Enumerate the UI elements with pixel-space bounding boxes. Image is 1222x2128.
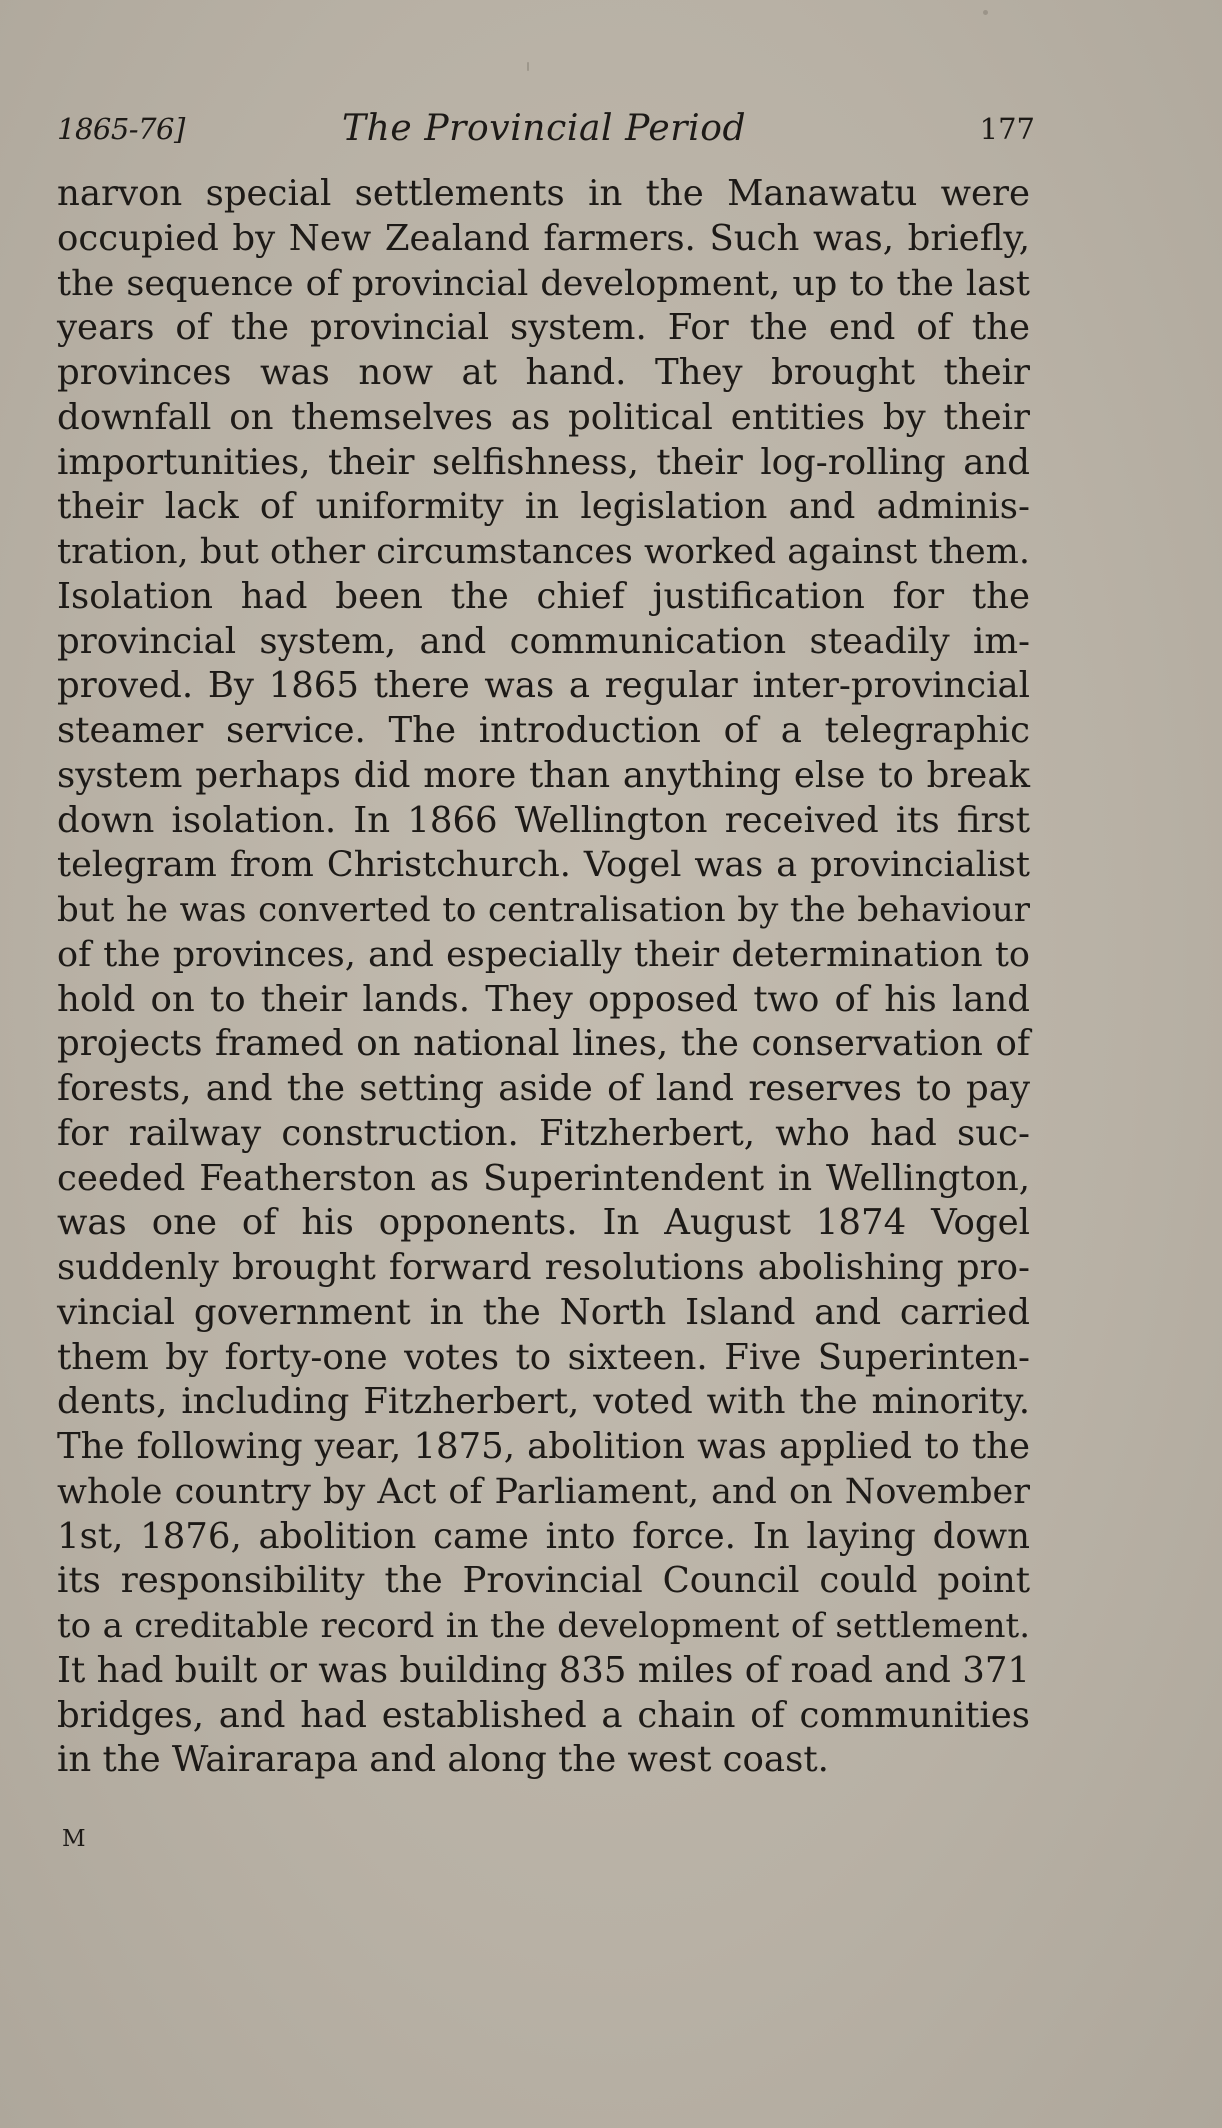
text-line: telegram from Christchurch. Vogel was a provincialist: [57, 845, 1030, 886]
text-line: provinces was now at hand. They brought their: [57, 352, 1030, 393]
text-line: forests, and the setting aside of land reserves to pay: [57, 1068, 1030, 1109]
text-line: proved. By 1865 there was a regular inter-provincial: [57, 665, 1030, 707]
text-line: down isolation. In 1866 Wellington received its first: [57, 799, 1030, 841]
text-line: of the provinces, and especially their determination to: [57, 934, 1030, 975]
text-line: steamer service. The introduction of a telegraphic: [57, 710, 1030, 751]
text-line: dents, including Fitzherbert, voted with the minority.: [57, 1381, 1030, 1423]
text-line: bridges, and had established a chain of communities: [57, 1694, 1030, 1736]
text-line: was one of his opponents. In August 1874 Vogel: [57, 1202, 1030, 1244]
text-line: its responsibility the Provincial Council could point: [57, 1560, 1030, 1602]
page-number: 177: [979, 112, 1035, 146]
text-line: vincial government in the North Island and carried: [57, 1291, 1030, 1333]
text-line: them by forty-one votes to sixteen. Five Superinten-: [57, 1336, 1030, 1378]
text-line: Isolation had been the chief justification for the: [57, 575, 1030, 617]
text-line: 1st, 1876, abolition came into force. In laying down: [57, 1515, 1030, 1557]
signature-mark: M: [62, 1826, 87, 1852]
text-line: The following year, 1875, abolition was applied to the: [57, 1426, 1030, 1467]
text-line: importunities, their selfishness, their log-rolling and: [57, 441, 1030, 483]
text-line: for railway construction. Fitzherbert, who had suc-: [57, 1112, 1030, 1154]
running-header: [57, 108, 1035, 152]
text-line: narvon special settlements in the Manawatu were: [57, 173, 1030, 214]
text-line: tration, but other circumstances worked against them.: [57, 532, 1030, 572]
text-line: occupied by New Zealand farmers. Such was, briefly,: [57, 217, 1030, 259]
text-line: It had built or was building 835 miles of road and 371: [57, 1649, 1030, 1691]
text-line: system perhaps did more than anything else to break: [57, 754, 1030, 796]
text-line: provincial system, and communication steadily im-: [57, 620, 1030, 662]
text-line: whole country by Act of Parliament, and on November: [57, 1471, 1030, 1512]
paper-speck: [527, 62, 529, 71]
text-line-last: in the Wairarapa and along the west coast.: [57, 1739, 829, 1781]
text-line: years of the provincial system. For the end of the: [57, 307, 1030, 349]
text-line: to a creditable record in the development of settlement.: [57, 1606, 1030, 1646]
text-line: downfall on themselves as political entities by their: [57, 396, 1030, 438]
running-date-range: 1865-76]: [57, 112, 185, 146]
text-line: ceeded Featherston as Superintendent in Wellington,: [57, 1157, 1030, 1199]
text-line: suddenly brought forward resolutions abolishing pro-: [57, 1247, 1030, 1288]
body-text: [57, 172, 1030, 1783]
text-line: projects framed on national lines, the conservation of: [57, 1023, 1030, 1065]
text-line: but he was converted to centralisation by the behaviour: [57, 890, 1030, 930]
running-title: The Provincial Period: [342, 108, 747, 149]
text-line: hold on to their lands. They opposed two of his land: [57, 978, 1030, 1020]
paper-speck: [983, 10, 988, 15]
text-line: their lack of uniformity in legislation and adminis-: [57, 486, 1030, 528]
text-line: the sequence of provincial development, up to the last: [57, 263, 1030, 304]
